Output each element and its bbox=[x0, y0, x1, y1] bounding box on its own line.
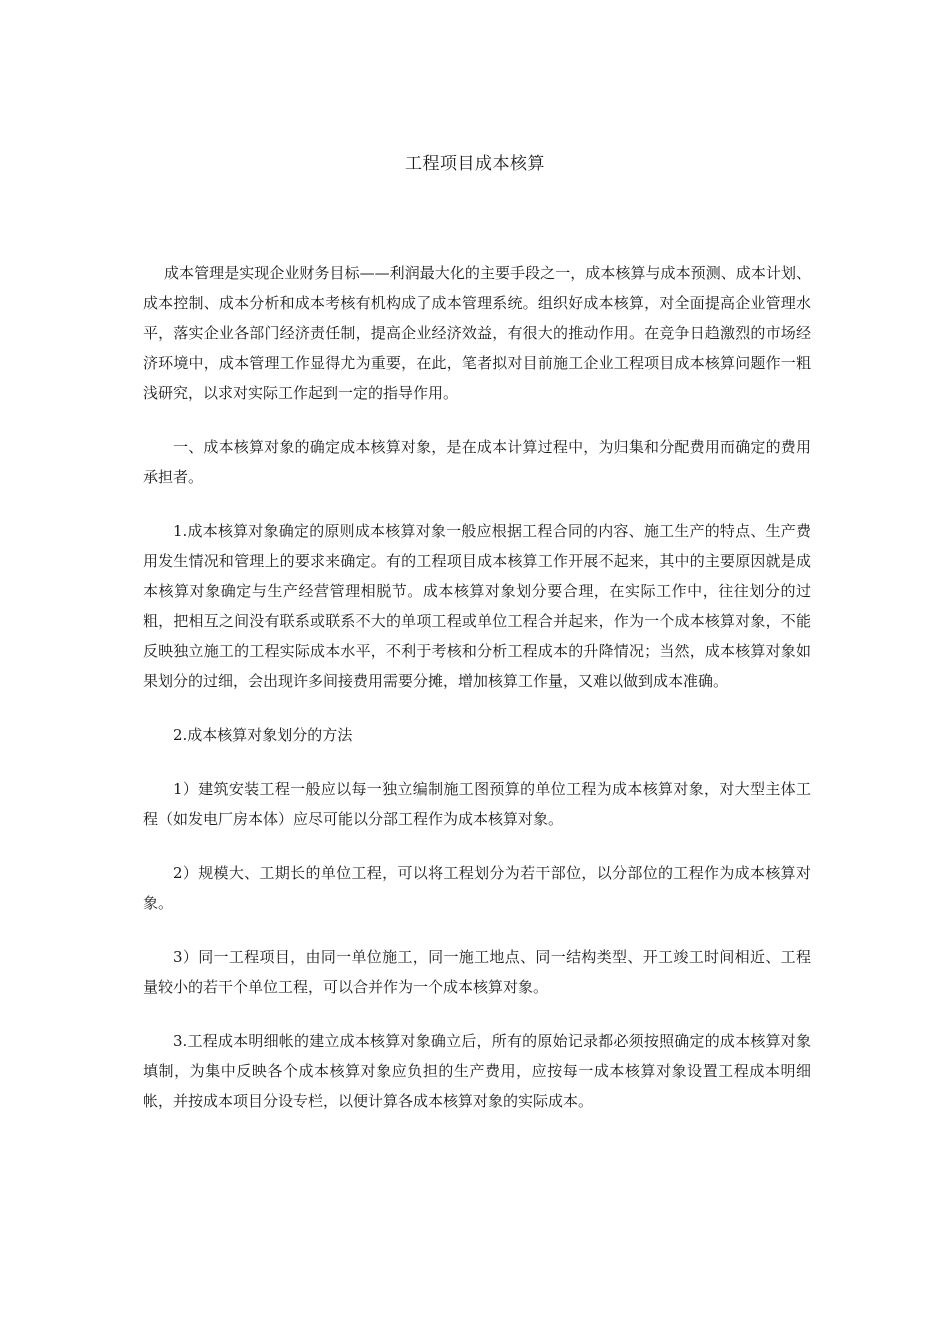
paragraph-principle: 1.成本核算对象确定的原则成本核算对象一般应根据工程合同的内容、施工生产的特点、生产费用发生情况和管理上的要求来确定。有的工程项目成本核算工作开展不起来，其中的主要原因就是成本核算对象确定与生产经营管理相脱节。成本核算对象划分要合理，在实际工作中，往往划分的过粗，把相互之间没有联系或联系不大的单项工程或单位工程合并起来，作为一个成本核算对象，不能反映独立施工的工程实际成本水平，不利于考核和分析工程成本的升降情况；当然，成本核算对象如果划分的过细，会出现许多间接费用需要分摊，增加核算工作量，又难以做到成本准确。 bbox=[143, 522, 811, 690]
paragraph-method-3: 3）同一工程项目，由同一单位施工，同一施工地点、同一结构类型、开工竣工时间相近、工程量较小的若干个单位工程，可以合并作为一个成本核算对象。 bbox=[143, 948, 811, 996]
paragraph-ledger: 3.工程成本明细帐的建立成本核算对象确立后，所有的原始记录都必须按照确定的成本核算对象填制，为集中反映各个成本核算对象应负担的生产费用，应按每一成本核算对象设置工程成本明细帐，并按成本项目分设专栏，以便计算各成本核算对象的实际成本。 bbox=[143, 1032, 811, 1110]
paragraph-method-2: 2）规模大、工期长的单位工程，可以将工程划分为若干部位，以分部位的工程作为成本核算对象。 bbox=[143, 864, 811, 912]
paragraph-method-heading: 2.成本核算对象划分的方法 bbox=[173, 726, 353, 744]
paragraph-method-1: 1）建筑安装工程一般应以每一独立编制施工图预算的单位工程为成本核算对象，对大型主体工程（如发电厂房本体）应尽可能以分部工程作为成本核算对象。 bbox=[143, 780, 811, 828]
paragraph-intro: 成本管理是实现企业财务目标——利润最大化的主要手段之一，成本核算与成本预测、成本计划、成本控制、成本分析和成本考核有机构成了成本管理系统。组织好成本核算，对全面提高企业管理水平，落实企业各部门经济责任制，提高企业经济效益，有很大的推动作用。在竞争日趋激烈的市场经济环境中，成本管理工作显得尤为重要，在此，笔者拟对目前施工企业工程项目成本核算问题作一粗浅研究，以求对实际工作起到一定的指导作用。 bbox=[143, 264, 811, 402]
document-title: 工程项目成本核算 bbox=[405, 154, 545, 174]
document-body bbox=[143, 258, 811, 1140]
paragraph-section-1: 一、成本核算对象的确定成本核算对象，是在成本计算过程中，为归集和分配费用而确定的费用承担者。 bbox=[143, 438, 811, 486]
